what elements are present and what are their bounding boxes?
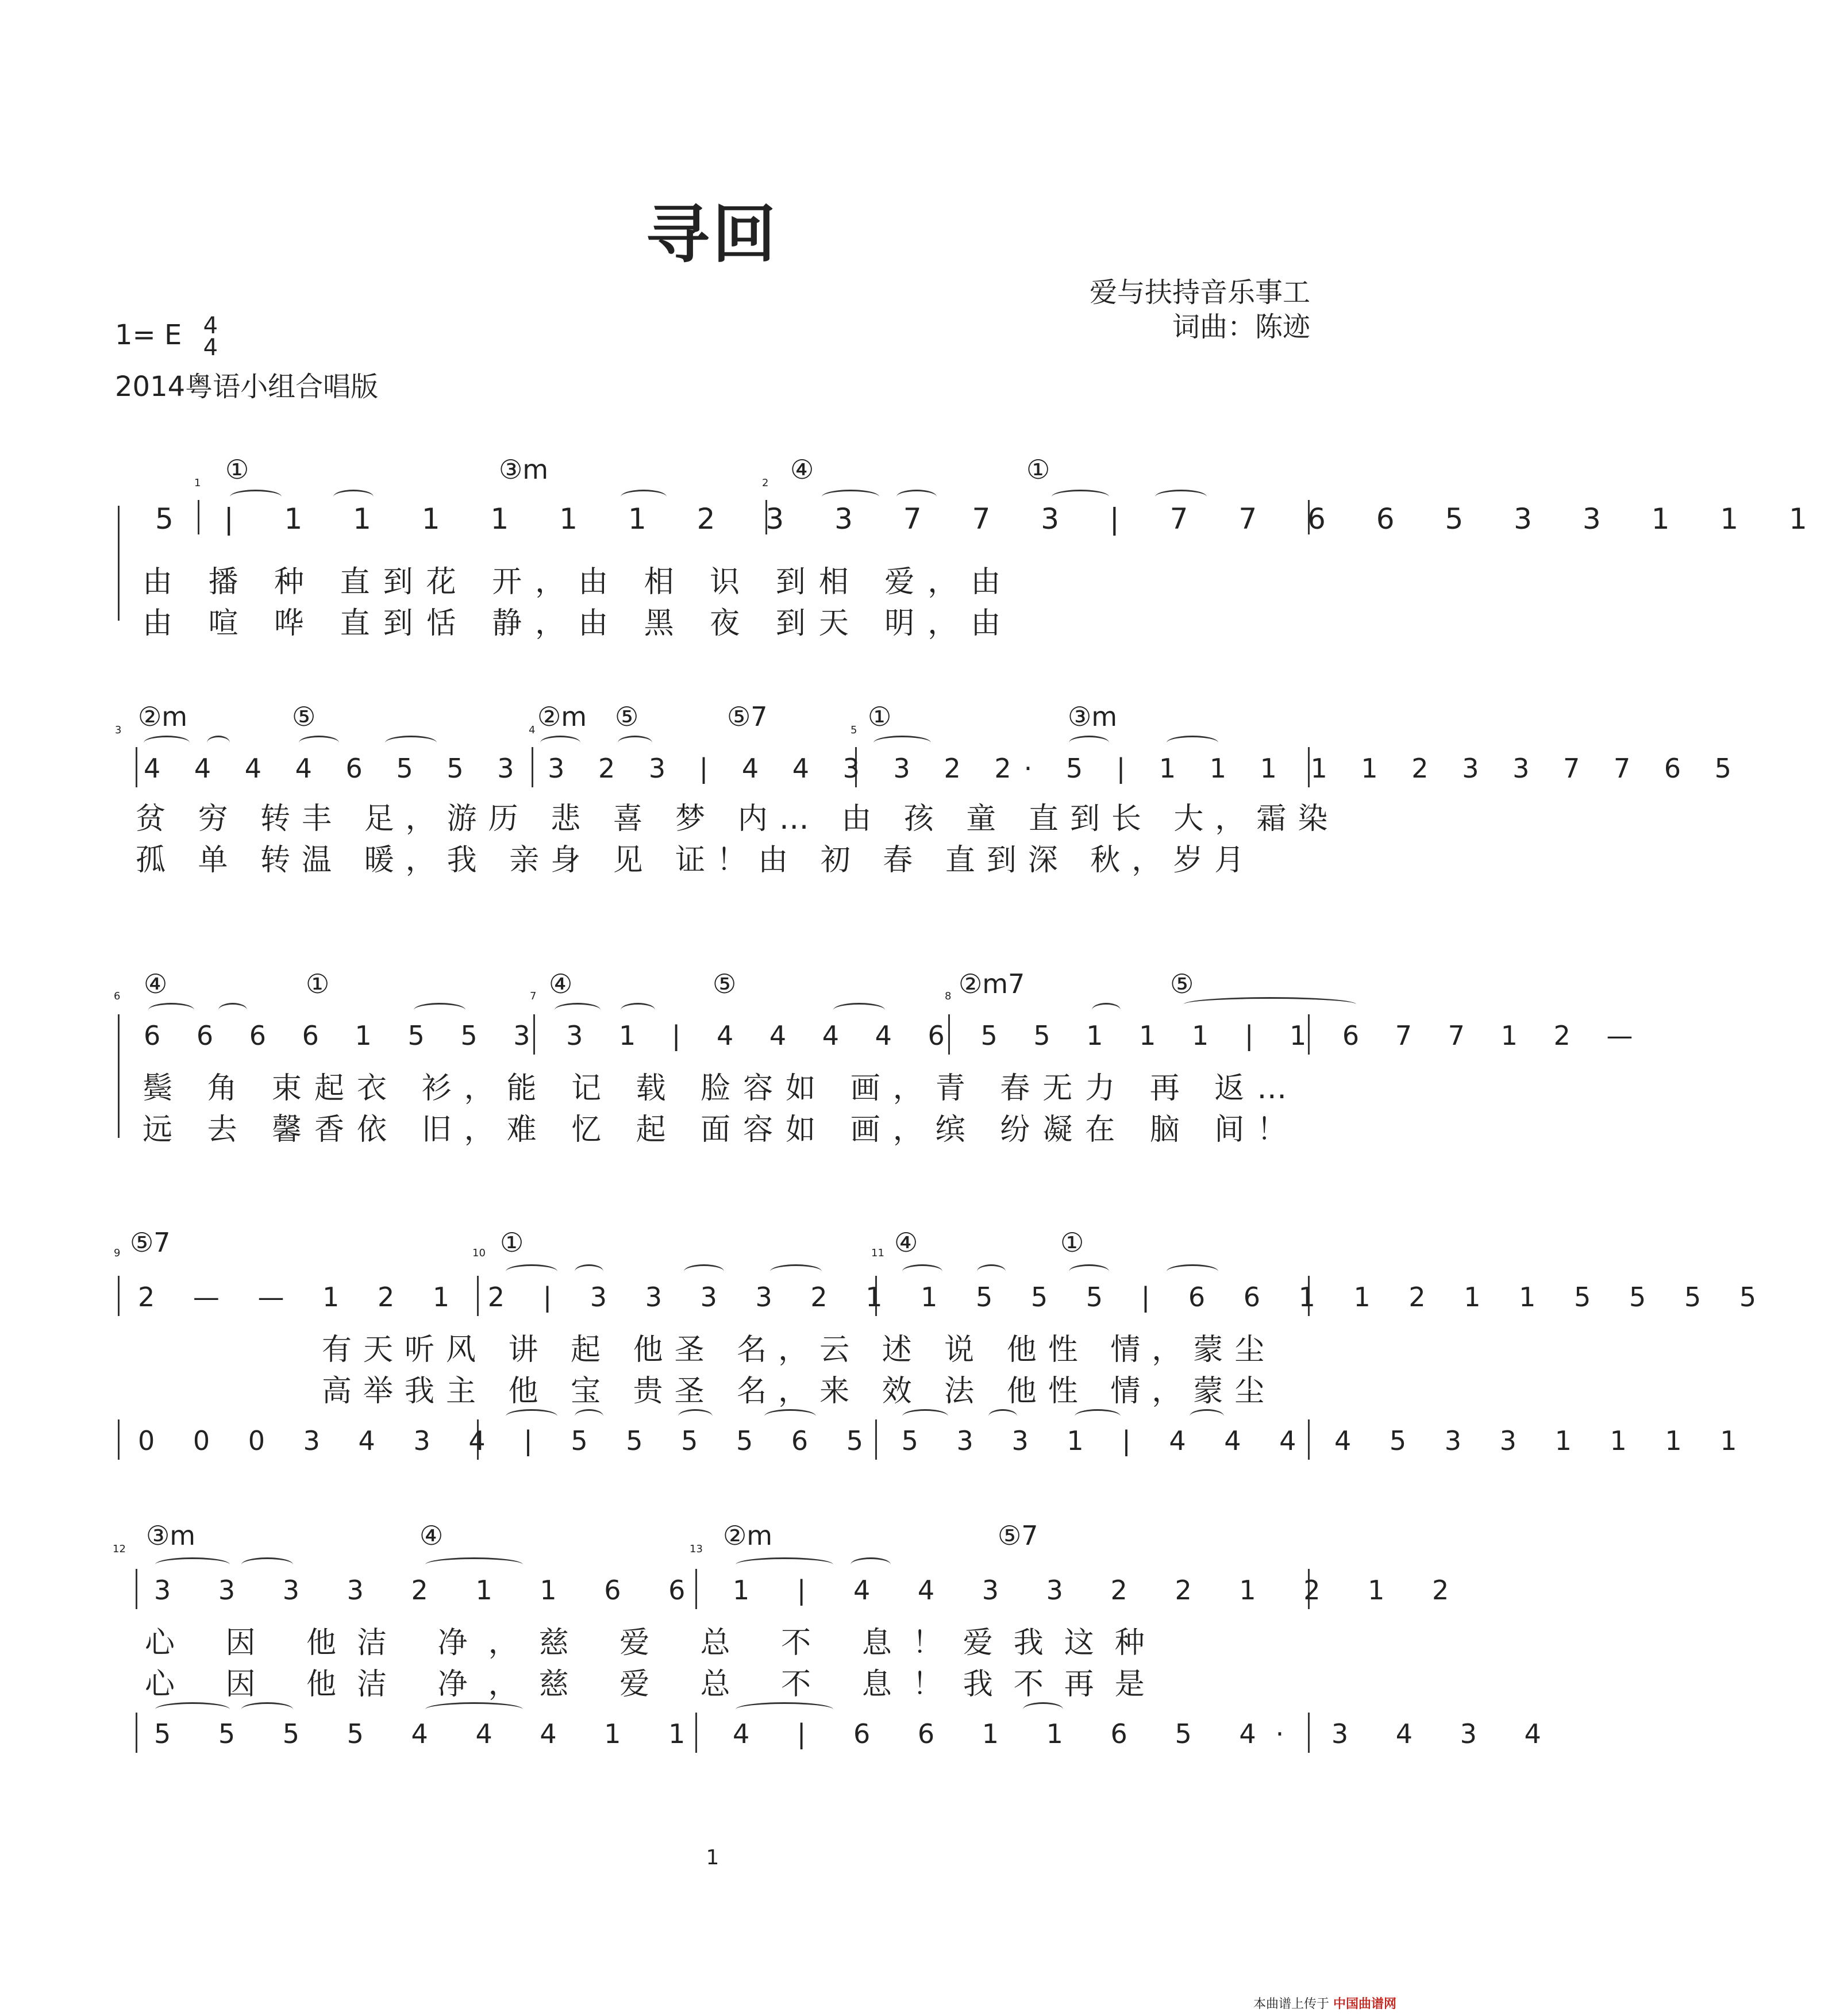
measure-number: 12 [113,1543,126,1555]
measure-number: 2 [762,477,769,489]
credit-composer: 词曲：陈迹 [1172,311,1310,343]
lower-notation-line: 0 0 0 3 4 3 4 | 5 5 5 5 6 5 5 3 3 1 | 4 4 4 4 5 3 3 1 1 1 1 [138,1425,1752,1456]
chord-symbol: ④ [894,1227,918,1258]
chord-symbol: ⑤ [292,701,316,732]
page-title: 寻回 [646,198,779,271]
time-signature [203,315,218,359]
chord-symbol: ⑤ [1170,968,1194,999]
system-1 [0,454,1828,641]
chord-symbol: ⑤7 [998,1520,1038,1551]
time-signature-top: 4 [203,313,218,339]
chord-symbol: ⑤7 [130,1227,171,1258]
key-text: 1= E [115,319,182,351]
chord-symbol: ⑤ [615,701,639,732]
chord-symbol: ① [868,701,892,732]
chord-symbol: ① [1060,1227,1084,1258]
lyric-line-2: 由 喧 哗 直到恬 静，由 黑 夜 到天 明，由 [143,606,1014,641]
measure-number: 7 [530,990,537,1002]
footer-text: 本曲谱上传于 [1253,1997,1329,2011]
measure-number: 5 [850,724,857,736]
chord-symbol: ②m [723,1520,773,1551]
chord-symbol: ④ [420,1520,444,1551]
chord-symbol: ③m [499,454,549,485]
chord-symbol: ②m [537,701,587,732]
lyric-line-1: 有天听风 讲 起 他圣 名，云 述 说 他性 情，蒙尘 [322,1333,1276,1367]
lyric-line-1: 心 因 他洁 净，慈 爱 总 不 息！爱我这种 [145,1626,1165,1660]
chord-symbol: ① [306,968,330,999]
chord-symbol: ① [225,454,249,485]
lyric-line-2: 远 去 馨香依 旧，难 忆 起 面容如 画，缤 纷凝在 脑 间！ [143,1113,1300,1147]
subtitle: 2014粤语小组合唱版 [115,371,379,403]
chord-symbol: ③m [146,1520,196,1551]
chord-symbol: ① [1026,454,1050,485]
lyric-line-2: 心 因 他洁 净，慈 爱 总 不 息！我不再是 [145,1667,1165,1702]
lyric-line-1: 由 播 种 直到花 开，由 相 识 到相 爱，由 [143,565,1014,599]
measure-number: 1 [194,477,201,489]
system-5 [0,1517,1561,1749]
measure-number: 9 [114,1247,121,1259]
system-3 [0,963,1647,1147]
lyric-line-2: 高举我主 他 宝 贵圣 名，来 效 法 他性 情，蒙尘 [322,1374,1276,1409]
chord-symbol: ④ [549,968,573,999]
chord-symbol: ③m [1068,701,1118,732]
lyric-line-1: 鬓 角 束起衣 衫，能 记 载 脸容如 画，青 春无力 再 返… [143,1071,1300,1106]
credit-organization: 爱与扶持音乐事工 [1089,276,1310,309]
notation-line: 5 | 1 1 1 1 1 1 2 3 3 7 7 3 | 7 7 6 6 5 3 3 1 1 1 [155,502,1828,536]
system-2 [0,695,1744,878]
measure-number: 4 [529,724,536,736]
footer-watermark [1253,1994,1396,2012]
footer-brand: 中国曲谱网 [1333,1997,1396,2011]
measure-number: 10 [472,1247,486,1259]
measure-number: 13 [690,1543,703,1555]
measure-number: 8 [945,990,952,1002]
page-number: 1 [706,1846,719,1869]
chord-symbol: ⑤7 [727,701,768,732]
notation-line: 6 6 6 6 1 5 5 3 3 1 | 4 4 4 4 6 5 5 1 1 1 | 1 6 7 7 1 2 — [144,1020,1647,1051]
notation-line: 4 4 4 4 6 5 5 3 3 2 3 | 4 4 3 3 2 2· 5 | 1 1 1 1 1 2 3 3 7 7 6 5 [144,753,1744,784]
lyric-line-2: 孤 单 转温 暖，我 亲身 见 证！由 初 春 直到深 秋，岁月 [136,843,1256,878]
measure-number: 3 [115,724,122,736]
lyric-line-1: 贫 穷 转丰 足，游历 悲 喜 梦 内… 由 孩 童 直到长 大，霜染 [136,802,1340,836]
chord-symbol: ④ [790,454,814,485]
key-signature [115,315,218,359]
time-signature-bottom: 4 [203,334,218,361]
measure-number: 6 [114,990,121,1002]
system-4 [0,1224,1771,1456]
chord-symbol: ① [500,1227,524,1258]
lower-notation-line: 5 5 5 5 4 4 4 1 1 4 | 6 6 1 1 6 5 4· 3 4 3 4 [154,1718,1561,1749]
notation-line: 3 3 3 3 2 1 1 6 6 1 | 4 4 3 3 2 2 1 2 1 2 [154,1575,1469,1606]
chord-symbol: ②m [138,701,188,732]
measure-number: 11 [871,1247,884,1259]
chord-symbol: ②m7 [959,968,1025,999]
notation-line: 2 — — 1 2 1 2 | 3 3 3 3 2 1 1 5 5 5 | 6 6 1 1 2 1 1 5 5 5 5 [138,1282,1771,1313]
chord-symbol: ⑤ [713,968,737,999]
chord-symbol: ④ [144,968,168,999]
